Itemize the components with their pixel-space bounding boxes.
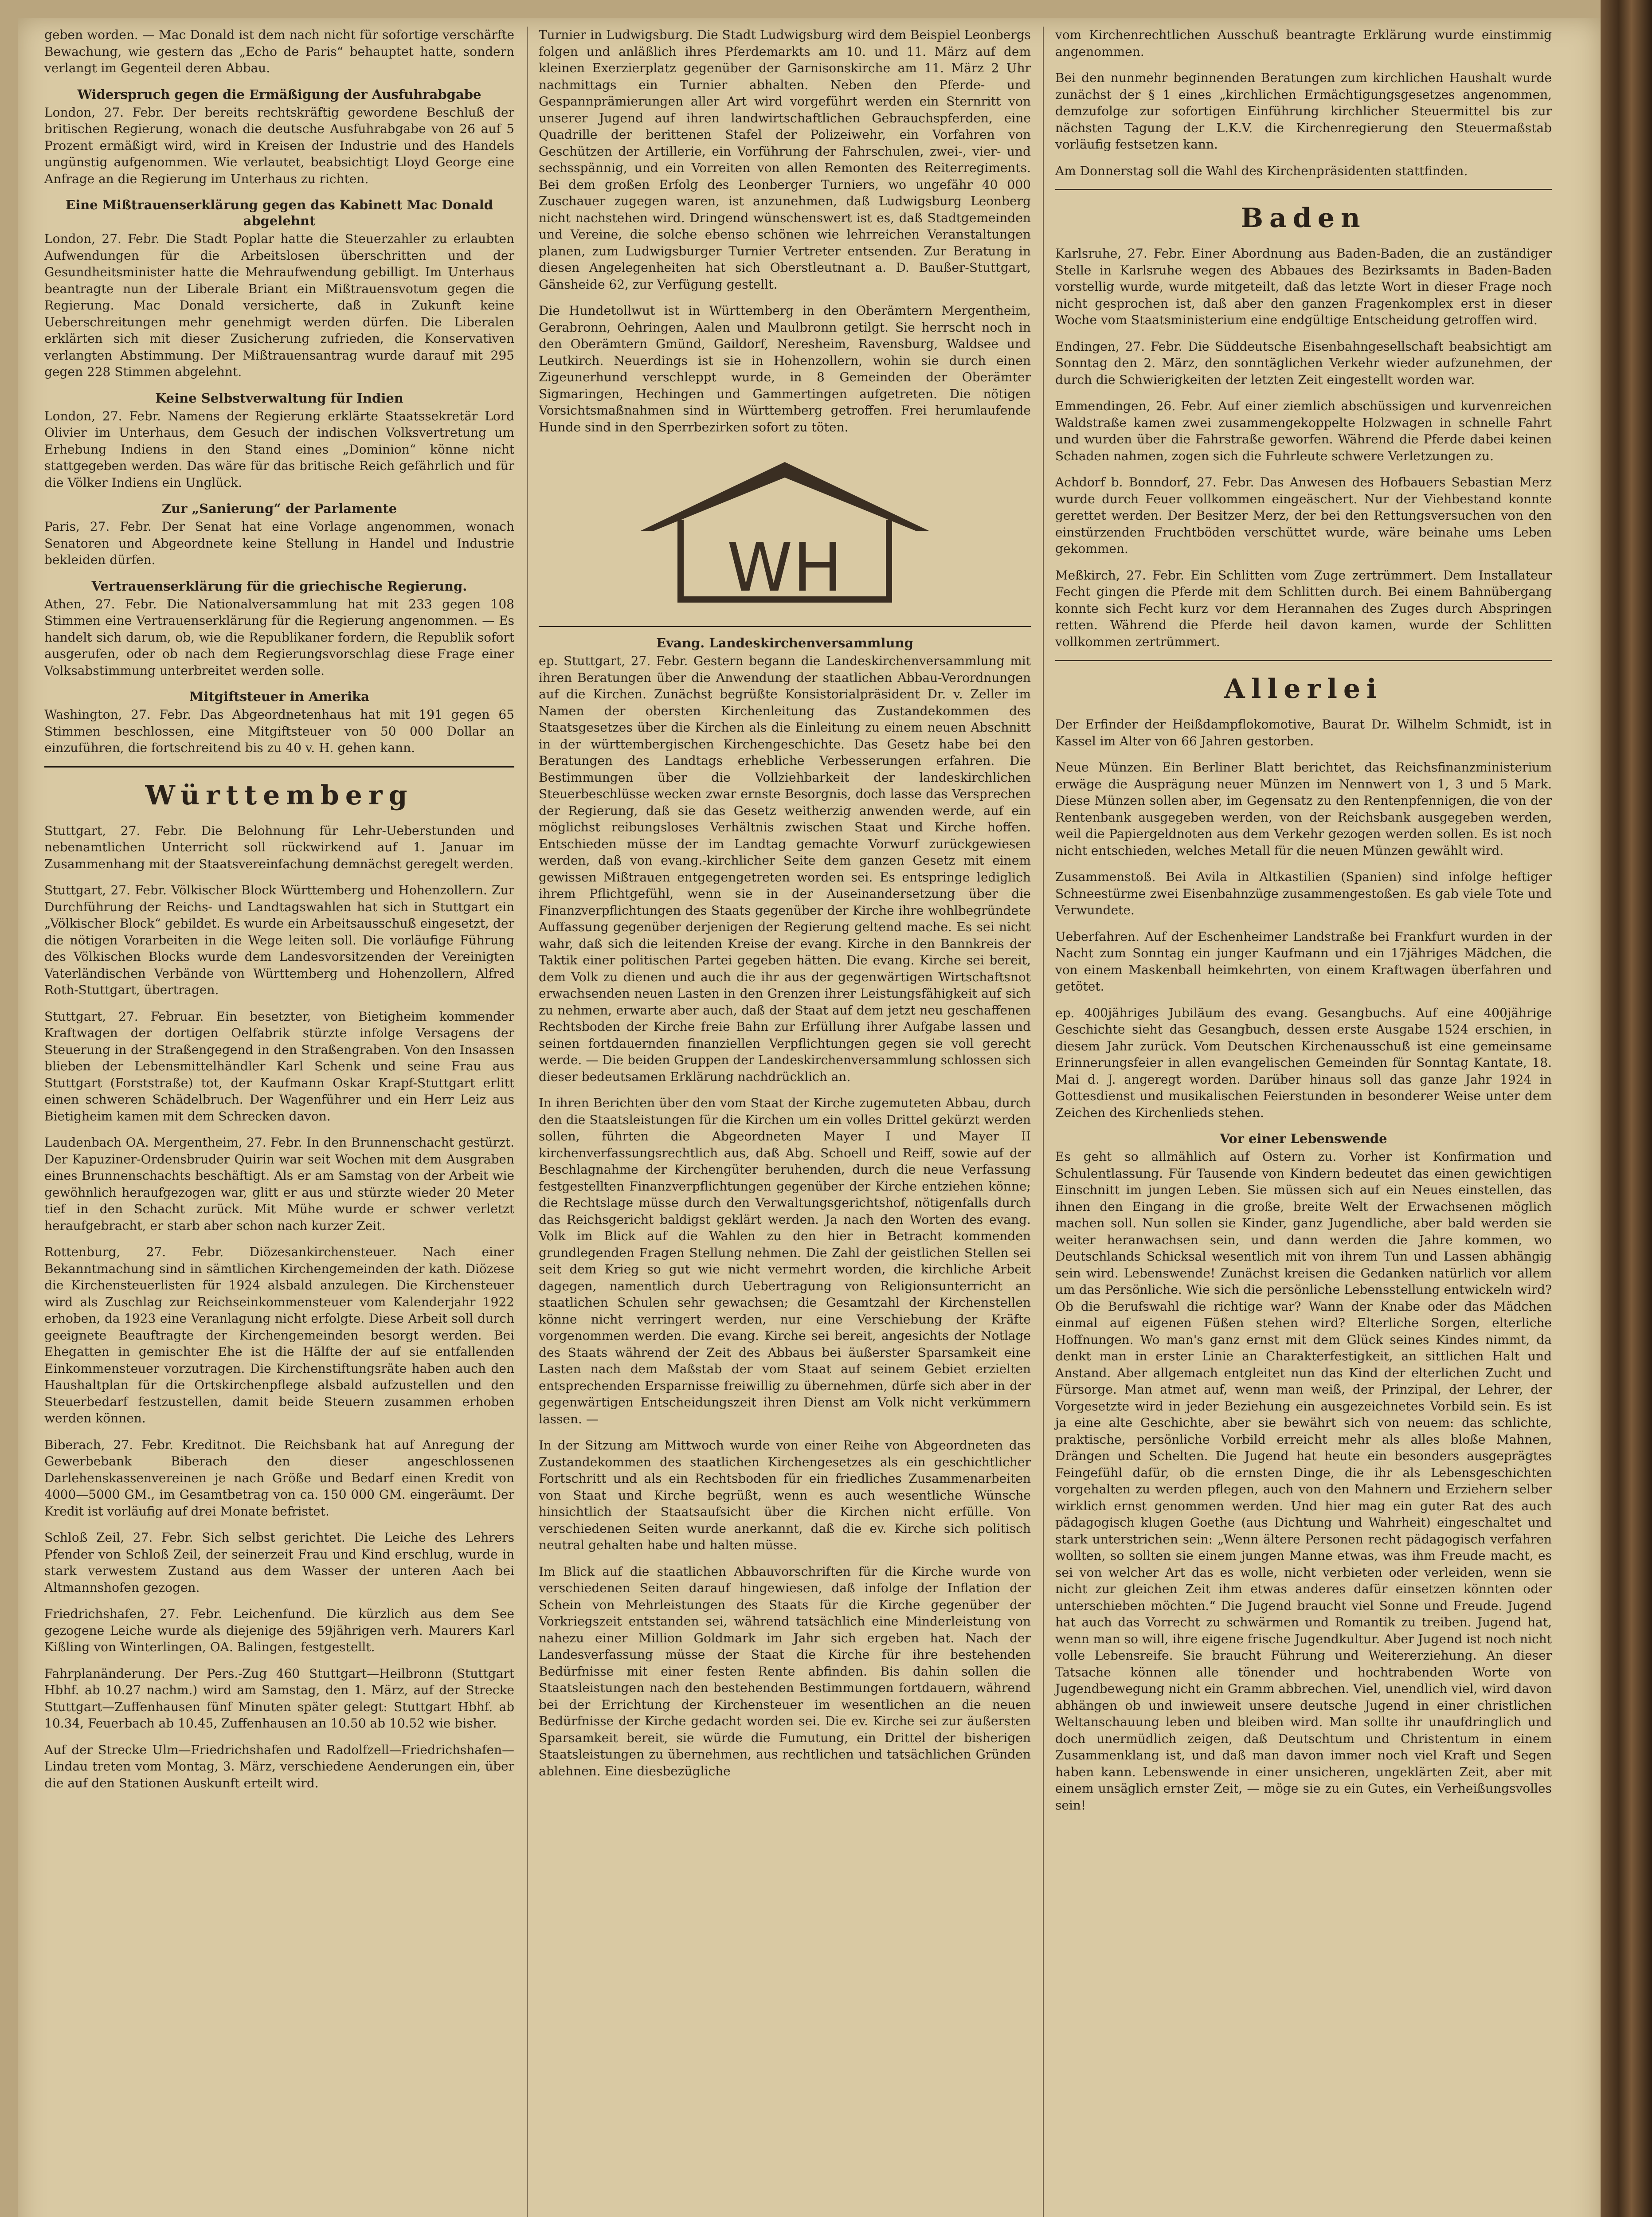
article-body: Zusammenstoß. Bei Avila in Altkastilien (Spanien) sind infolge heftiger Schneestürme zwei Eisenbahnzüge zusammengestoßen. Es gab viele Tote und Verwundete. — [1055, 870, 1552, 917]
article — [1055, 163, 1552, 180]
article — [1055, 1005, 1552, 1121]
article-body: Karlsruhe, 27. Febr. Einer Abordnung aus Baden-Baden, die an zuständiger Stelle in Karlsruhe wegen des Abbaues des Bezirksamts in Baden-Baden vorstellig wurde, wurde mitgeteilt, daß das letzte Wort in dieser Frage noch nicht gesprochen ist, daß aber den ganzen Fragenkomplex erst in dieser Woche vom Staatsministerium eine endgültige Entscheidung getroffen wird. — [1055, 246, 1552, 327]
article-heading: Vertrauenserklärung für die griechische Regierung. — [91, 578, 467, 594]
article — [539, 1095, 1031, 1427]
article-body: London, 27. Febr. Der bereits rechtskräftig gewordene Beschluß der britischen Regierung, wonach die deutsche Ausfuhrabgabe von 26 auf 5 Prozent ermäßigt wird, wird in Kreisen der Industrie und des Handels ungünstig aufgenommen. Wie verlautet, beabsichtigt Lloyd George eine Anfrage an die Regierung im Unterhaus zu richten. — [44, 105, 514, 186]
section-title: Allerlei — [1224, 674, 1383, 705]
article-heading: Keine Selbstverwaltung für Indien — [155, 390, 403, 406]
article-body: Im Blick auf die staatlichen Abbauvorschriften für die Kirche wurde von verschiedenen Seiten darauf hingewiesen, daß infolge der Inflation der Schein von Mehrleistungen des Staats für die Kirche gegenüber der Vorkriegszeit entstanden sei, während tatsächlich eine Minderleistung von nahezu einer Million Goldmark im Jahr sich ergeben hat. Nach der Landesverfassung müsse der Staat die Kirche für ihre bestehenden Bedürfnisse mit einer festen Rente abfinden. Bis dahin sollen die Staatsleistungen nach den bestehenden Bestimmungen fortdauern, während bei der Errichtung der Kirchensteuer im wesentlichen an die neuen Bedürfnisse der Kirche gedacht worden sei. Die ev. Kirche sei zur äußersten Sparsamkeit bereit, sie würde die Fumutung, ein Drittel der bisherigen Staatsleistungen zu übernehmen, aus rechtlichen und tatsächlichen Gründen ablehnen. Eine diesbezügliche — [539, 1564, 1031, 1778]
article — [44, 1134, 514, 1234]
section-rule — [1055, 660, 1552, 661]
article — [539, 302, 1031, 435]
article-body: Auf der Strecke Ulm—Friedrichshafen und Radolfzell—Friedrichshafen—Lindau treten vom Montag, 3. März, verschiedene Aenderungen ein, über die auf den Stationen Auskunft erteilt wird. — [44, 1742, 514, 1790]
article-body: In der Sitzung am Mittwoch wurde von einer Reihe von Abgeordneten das Zustandekommen des staatlichen Kirchengesetzes als ein geschichtlicher Fortschritt und als ein Rechtsboden für ein friedliches Zusammenarbeiten von Staat und Kirche begrüßt, wenn es auch wesentliche Wünsche hinsichtlich der Staatsaufsicht über die Kirchen nicht erfülle. Von verschiedenen Seiten wurde anerkannt, daß die ev. Kirche sich politisch neutral gehalten habe und halten müsse. — [539, 1438, 1031, 1552]
article — [1055, 27, 1552, 60]
article-body: Biberach, 27. Febr. Kreditnot. Die Reichsbank hat auf Anregung der Gewerbebank Biberach den dieser angeschlossenen Darlehenskassenvereinen je nach Größe und Bedarf einen Kredit von 4000—5000 GM., im Gesamtbetrag von ca. 150 000 GM. eingeräumt. Der Kredit ist vorläufig auf drei Monate befristet. — [44, 1437, 514, 1519]
article — [1055, 716, 1552, 749]
article-heading: Zur „Sanierung“ der Parlamente — [161, 501, 397, 516]
article — [1055, 567, 1552, 650]
house-roof-icon — [641, 462, 929, 531]
article-body: Die Hundetollwut ist in Württemberg in den Oberämtern Mergentheim, Gerabronn, Oehringen, Aalen und Maulbronn getilgt. Sie herrscht noch in den Oberämtern Gmünd, Gaildorf, Neresheim, Ravensburg, Waldsee und Leutkirch. Neuerdings ist sie in Hohenzollern, wohin sie durch einen Zigeunerhund verschleppt wurde, in 8 Gemeinden der Oberämter Sigmaringen, Hechingen und Gammertingen aufgetreten. Die nötigen Vorsichtsmaßnahmen sind in Württemberg getroffen. Frei herumlaufende Hunde sind in den Sperrbezirken sofort zu töten. — [539, 303, 1031, 435]
article-body: vom Kirchenrechtlichen Ausschuß beantragte Erklärung wurde einstimmig angenommen. — [1055, 27, 1552, 59]
book-binding — [1601, 0, 1652, 2217]
column-middle — [539, 27, 1031, 1789]
article-body: Emmendingen, 26. Febr. Auf einer ziemlich abschüssigen und kurvenreichen Waldstraße kamen zwei zusammengekoppelte Holzwagen in schnelle Fahrt und wurden über die Fahrstraße geworfen. Während die Pferde dabei keinen Schaden nahmen, zogen sich die Fuhrleute schwere Verletzungen zu. — [1055, 399, 1552, 463]
article-body: Schloß Zeil, 27. Febr. Sich selbst gerichtet. Die Leiche des Lehrers Pfender von Schloß Zeil, der seinerzeit Frau und Kind erschlug, wurde in stark verwestem Zustand aus dem Wasser der unteren Aach bei Altmannshofen gezogen. — [44, 1530, 514, 1595]
article-body: Meßkirch, 27. Febr. Ein Schlitten vom Zuge zertrümmert. Dem Installateur Fecht gingen die Pferde mit dem Schlitten durch. Bei einem Bahnübergang konnte sich Fecht kurz vor dem Herannahen des Zuges durch Abspringen retten. Während die Pferde heil davon kamen, wurde der Schlitten vollkommen zertrümmert. — [1055, 568, 1552, 649]
article-body: Endingen, 27. Febr. Die Süddeutsche Eisenbahngesellschaft beabsichtigt am Sonntag den 2. März, den sonntäglichen Verkehr wieder aufzunehmen, der durch die Schwierigkeiten der letzten Zeit eingestellt worden war. — [1055, 339, 1552, 387]
article — [44, 882, 514, 999]
article-body: Friedrichshafen, 27. Febr. Leichenfund. Die kürzlich aus dem See gezogene Leiche wurde als diejenige des 59jährigen verh. Maurers Karl Kißling von Winterlingen, OA. Balingen, festgestellt. — [44, 1606, 514, 1654]
article — [1055, 70, 1552, 153]
article — [44, 1008, 514, 1125]
article — [44, 1742, 514, 1792]
article-body: Turnier in Ludwigsburg. Die Stadt Ludwigsburg wird dem Beispiel Leonbergs folgen und anläßlich ihres Pferdemarkts am 10. und 11. März auf dem kleinen Exerzierplatz gegenüber der Garnisonskirche am 11. März 2 Uhr nachmittags ein Turnier abhalten. Neben den Pferde- und Gespannprämierungen aller Art wird vorgeführt werden ein Sternritt von unserer Jugend auf ihren landwirtschaftlichen Gebrauchspferden, eine Quadrille der berittenen Stafel der Polizeiwehr, ein Vorfahren von Geschützen der Artillerie, ein Vorführung der Fahrschulen, zwei-, vier- und sechsspännig, und ein Vorreiten von allen Remonten des Reiterregiments. Bei dem großen Erfolg des Leonberger Turniers, wo ungefähr 40 000 Zuschauer zugegen waren, ist anzunehmen, daß Ludwigsburg Leonberg nicht nachstehen wird. Dringend wünschenswert ist es, daß Stadtgemeinden und Vereine, die solche ebenso schönen wie lehrreichen Veranstaltungen planen, zum Ludwigsburger Turnier Vertreter entsenden. Zur Beratung in diesen Angelegenheiten hat sich Oberstleutnant a. D. Baußer-Stuttgart, Gänsheide 62, zur Verfügung gestellt. — [539, 27, 1031, 292]
article-body: In ihren Berichten über den vom Staat der Kirche zugemuteten Abbau, durch den die Staatsleistungen für die Kirchen um ein volles Drittel gekürzt werden sollen, führten die Abgeordneten Mayer I und Mayer II kirchenverfassungsrechtlich aus, daß Abg. Schoell und Reiff, sowie auf der Beschlagnahme der Kirchengüter beruhenden, durch die neue Verfassung festgestellten Finanzverpflichtungen gegenüber der Kirche entziehen könne; die Rechtslage müsse durch den Verwaltungsgerichtshof, nötigenfalls durch das Reichsgericht baldigst geklärt werden. Ja nach den Worten des evang. Volk im Blick auf die Wahlen zu den hier in Betracht kommenden grundlegenden Fragen Stellung nehmen. Die Zahl der geistlichen Stellen sei seit dem Krieg so gut wie nicht vermehrt worden, die kirchliche Arbeit dagegen, namentlich durch Uebertragung von Religionsunterricht an staatlichen Schulen sehr gewachsen; die Gesamtzahl der Kirchenstellen könne nicht verringert werden, nur eine Verschiebung der Kräfte vorgenommen werden. Die evang. Kirche sei bereit, angesichts der Notlage des Staats während der Zeit des Abbaus bei äußerster Sparsamkeit eine Lasten nach dem Maßstab der vom Staat auf seinem Gebiet erzielten entsprechenden Ersparnisse freiwillig zu übernehmen, dürfe sich aber in der gegenwärtigen Entscheidungszeit ihren Dienst am Volk nicht verkümmern lassen. — — [539, 1096, 1031, 1426]
article-body: Stuttgart, 27. Februar. Ein besetzter, von Bietigheim kommender Kraftwagen der dortigen Oelfabrik stürzte infolge Versagens der Steuerung in der Straßengegend in den Straßengraben. Von den Insassen blieben der Lebensmittelhändler Karl Schenk und seine Frau aus Stuttgart (Forststraße) tot, der Kaufmann Oskar Krapf-Stuttgart erlitt einen schweren Schädelbruch. Der Wagenführer und ein Herr Leiz aus Bietigheim kamen mit dem Schrecken davon. — [44, 1009, 514, 1124]
article — [44, 578, 514, 679]
column-rule — [527, 27, 528, 2217]
article — [44, 501, 514, 568]
article-body: Athen, 27. Febr. Die Nationalversammlung hat mit 233 gegen 108 Stimmen eine Vertrauenserklärung für die Regierung angenommen. — Es handelt sich darum, ob, wie die Republikaner fordern, die Republik sofort ausgerufen, oder ob nach dem Regierungsvorschlag diese Frage einer Volksabstimmung unterbreitet werden solle. — [44, 596, 514, 678]
article — [539, 1437, 1031, 1554]
article — [539, 635, 1031, 1085]
article-body: Am Donnerstag soll die Wahl des Kirchenpräsidenten stattfinden. — [1055, 163, 1468, 178]
article-body: Stuttgart, 27. Febr. Völkischer Block Württemberg und Hohenzollern. Zur Durchführung der Reichs- und Landtagswahlen hat sich in Stuttgart ein „Völkischer Block“ gebildet. Es wurde ein Arbeitsausschuß eingesetzt, der die nötigen Vorarbeiten in die Wege leiten soll. Die vorläufige Führung des Völkischen Blocks wurde dem Landesvorsitzenden der Vereinigten Vaterländischen Verbände von Württemberg und Hohenzollern, Alfred Roth-Stuttgart, übertragen. — [44, 883, 514, 997]
article — [44, 1529, 514, 1596]
article — [1055, 759, 1552, 859]
article — [1055, 474, 1552, 557]
article-body: Laudenbach OA. Mergentheim, 27. Febr. In den Brunnenschacht gestürzt. Der Kapuziner-Ordensbruder Quirin war seit Wochen mit dem Ausgraben eines Brunnenschachts beschäftigt. Als er am Samstag von der Arbeit wie gewöhnlich heraufgezogen war, glitt er aus und stürzte wieder 20 Meter tief in den Schacht zurück. Mit Mühe wurde er schwer verletzt heraufgebracht, er starb aber schon nach kurzer Zeit. — [44, 1135, 514, 1233]
article-body: geben worden. — Mac Donald ist dem nach nicht für sofortige verschärfte Bewachung, wie gestern das „Echo de Paris“ behauptet hatte, sondern verlangt im Gegenteil deren Abbau. — [44, 27, 514, 75]
article — [1055, 338, 1552, 388]
article — [44, 197, 514, 380]
article-body: Der Erfinder der Heißdampflokomotive, Baurat Dr. Wilhelm Schmidt, ist in Kassel im Alter von 66 Jahren gestorben. — [1055, 717, 1552, 748]
article-body: Rottenburg, 27. Febr. Diözesankirchensteuer. Nach einer Bekanntmachung sind in sämtlichen Kirchengemeinden der kath. Diözese die Kirchensteuerlisten für 1924 alsbald anzulegen. Die Kirchensteuer wird als Zuschlag zur Reichseinkommensteuer vom Kalenderjahr 1922 erhoben, da 1923 eine Veranlagung nicht erfolgte. Diese Arbeit soll durch geeignete Beauftragte der Kirchengemeinden besorgt werden. Bei Ehegatten in gemischter Ehe ist die Hälfte der auf sie entfallenden Einkommensteuer vorzutragen. Die Kirchenstiftungsräte haben auch den Haushaltplan für die Ortskirchenpflege alsbald aufzustellen und den Steuerbedarf festzustellen, damit beide Steuern zusammen erhoben werden können. — [44, 1245, 514, 1426]
article — [1055, 1131, 1552, 1814]
section-rule — [44, 766, 514, 768]
section-title: Württemberg — [145, 779, 414, 811]
article-body: ep. Stuttgart, 27. Febr. Gestern begann die Landeskirchenversammlung mit ihren Beratungen über die Anwendung der staatlichen Abbau-Verordnungen auf die Kirchen. Zunächst begrüßte Konsistorialpräsident Dr. v. Zeller im Namen der obersten Kirchenleitung das Zustandekommen des Staatsgesetzes über die Kirchen als die Einleitung zu einem neuen Abschnitt in der württembergischen Kirchengeschichte. Das Gesetz habe bei den Beratungen des Landtags erhebliche Verbesserungen erfahren. Die Bestimmungen über die Vollziehbarkeit der landeskirchlichen Steuerbeschlüsse wecken zwar ernste Besorgnis, doch lasse das Versprechen der Regierung, daß sie das Gesetz weitherzig anwenden werde, auf ein möglichst reibungsloses Verhältnis zwischen Staat und Kirche hoffen. Entschieden müsse der im Landtag gemachte Vorwurf zurückgewiesen werden, daß von evang.-kirchlicher Seite dem ganzen Gesetz mit einem gewissen Mißtrauen entgegengetreten worden sei. Es entspringe lediglich ihrem Pflichtgefühl, wenn sie in der Auseinandersetzung über die Finanzverpflichtungen des Staats gegenüber der Kirche ihre wohlbegründete Auffassung gegenüber derjenigen der Regierung geltend mache. Es sei nicht wahr, daß sich die leitenden Kreise der evang. Kirche in den Bannkreis der Taktik einer politischen Partei gegeben hätten. Die evang. Kirche sei bereit, dem Volk zu dienen und auch die ihr aus der gegenwärtigen Wirtschaftsnot erwachsenden neuen Lasten in den Grenzen ihrer Leistungsfähigkeit auf sich zu nehmen, erwarte aber auch, daß der Staat auf dem jetzt neu geschaffenen Rechtsboden der Kirche freie Bahn zur Erfüllung ihrer Aufgabe lassen und seinen fortdauernden finanziellen Verpflichtungen gegen sie voll gerecht werde. — Die beiden Gruppen der Landeskirchenversammlung schlossen sich dieser bedeutsamen Erklärung nachdrücklich an. — [539, 654, 1031, 1084]
article-body: Ueberfahren. Auf der Eschenheimer Landstraße bei Frankfurt wurden in der Nacht zum Sonntag ein junger Kaufmann und ein 17jähriges Mädchen, die von einem Maskenball heimkehrten, von einem Kraftwagen überfahren und getötet. — [1055, 929, 1552, 994]
column-right — [1055, 27, 1552, 1823]
article-body: Paris, 27. Febr. Der Senat hat eine Vorlage angenommen, wonach Senatoren und Abgeordnete keine Stellung in Handel und Industrie bekleiden dürfen. — [44, 519, 514, 567]
article-body: Bei den nunmehr beginnenden Beratungen zum kirchlichen Haushalt wurde zunächst der § 1 eines „kirchlichen Ermächtigungsgesetzes angenommen, demzufolge zur sofortigen Einführung kirchlicher Steuermittel bis zur nächsten Tagung der L.K.V. die Kirchenregierung den Steuermaßstab vorläufig festsetzen kann. — [1055, 71, 1552, 152]
article-heading: Eine Mißtrauenserklärung gegen das Kabinett Mac Donald abgelehnt — [66, 197, 493, 228]
article — [1055, 869, 1552, 919]
article-body: Washington, 27. Febr. Das Abgeordnetenhaus hat mit 191 gegen 65 Stimmen beschlossen, eine Mitgiftsteuer von 50 000 Dollar an einzuführen, die fortschreitend bis zu 40 v. H. gehen kann. — [44, 707, 514, 755]
article-body: London, 27. Febr. Die Stadt Poplar hatte die Steuerzahler zu erlaubten Aufwendungen für die Arbeitslosen überschritten und der Gesundheitsminister hatte die Mehraufwendung gebilligt. Im Unterhaus beantragte nun der Liberale Briant ein Mißtrauensvotum gegen die Regierung. Mac Donald versicherte, daß in Zukunft keine Ueberschreitungen mehr genehmigt werden dürfen. Die Liberalen erklärten sich mit dieser Zusicherung zufrieden, die Konservativen verlangten Abstimmung. Der Mißtrauensantrag wurde darauf mit 295 gegen 228 Stimmen abgelehnt. — [44, 231, 514, 379]
article — [44, 823, 514, 873]
article-heading: Evang. Landeskirchenversammlung — [656, 635, 913, 650]
article — [1055, 245, 1552, 329]
article-body: ep. 400jähriges Jubiläum des evang. Gesangbuchs. Auf eine 400jährige Geschichte sieht das Gesangbuch, dessen erste Ausgabe 1524 erschien, in diesem Jahr zurück. Vom Deutschen Kirchenausschuß ist eine gemeinsame Erinnerungsfeier in allen evangelischen Gemeinden für Sonntag Kantate, 18. Mai d. J. angeregt worden. Darüber hinaus soll das ganze Jahr 1924 in Gottesdienst und musikalischen Feierstunden in besonderer Weise unter dem Zeichen des Kirchenlieds stehen. — [1055, 1005, 1552, 1120]
logo-letters: WH — [727, 529, 843, 607]
article — [44, 1437, 514, 1520]
article-body: Achdorf b. Bonndorf, 27. Febr. Das Anwesen des Hofbauers Sebastian Merz wurde durch Feuer vollkommen eingeäschert. Nur der Viehbestand konnte gerettet werden. Der Besitzer Merz, der bei den Rettungsversuchen von den einstürzenden Fruchtböden verschüttet wurde, wäre beinahe ums Leben gekommen. — [1055, 475, 1552, 556]
article — [44, 390, 514, 491]
article-body: Fahrplanänderung. Der Pers.-Zug 460 Stuttgart—Heilbronn (Stuttgart Hbhf. ab 10.27 nachm.) wird am Samstag, den 1. März, auf der Strecke Stuttgart—Zuffenhausen fünf Minuten später gelegt: Stuttgart Hbhf. ab 10.34, Feuerbach ab 10.45, Zuffenhausen an 10.50 ab 10.52 wie bisher. — [44, 1666, 514, 1731]
article — [539, 1563, 1031, 1780]
section-rule — [1055, 189, 1552, 190]
article-heading: Widerspruch gegen die Ermäßigung der Ausfuhrabgabe — [77, 86, 482, 102]
article-body: London, 27. Febr. Namens der Regierung erklärte Staatssekretär Lord Olivier im Unterhaus, dem Gesuch der indischen Volksvertretung um Erhebung Indiens in den Stand eines „Dominion“ könne nicht stattgegeben werden. Das wäre für das britische Reich gefährlich und für die Völker Indiens ein Unglück. — [44, 408, 514, 490]
wh-logo — [632, 453, 938, 613]
article — [1055, 398, 1552, 464]
article — [539, 27, 1031, 293]
section-title: Baden — [1241, 203, 1366, 234]
article — [44, 689, 514, 756]
article-body: Neue Münzen. Ein Berliner Blatt berichtet, das Reichsfinanzministerium erwäge die Ausprägung neuer Münzen im Nennwert von 1, 3 und 5 Mark. Diese Münzen sollen aber, im Gegensatz zu den Rentenpfennigen, die von der Rentenbank ausgegeben werden, von der Reichsbank ausgegeben werden, weil die Papiergeldnoten aus dem Verkehr gezogen werden sollen. Es ist noch nicht entschieden, welches Metall für die neuen Münzen gewählt wird. — [1055, 760, 1552, 858]
article — [44, 1606, 514, 1656]
article-body: Stuttgart, 27. Febr. Die Belohnung für Lehr-Ueberstunden und nebenamtlichen Unterricht soll rückwirkend auf 1. Januar im Zusammenhang mit der Staatsvereinfachung demnächst geregelt werden. — [44, 823, 514, 871]
column-rule — [1043, 27, 1044, 2217]
article — [44, 1665, 514, 1732]
article — [1055, 928, 1552, 995]
article-heading: Vor einer Lebenswende — [1220, 1131, 1387, 1146]
article-heading: Mitgiftsteuer in Amerika — [189, 689, 369, 704]
article — [44, 1244, 514, 1427]
article — [44, 27, 514, 77]
column-left — [44, 27, 514, 1801]
article — [44, 86, 514, 188]
article-body: Es geht so allmählich auf Ostern zu. Vorher ist Konfirmation und Schulentlassung. Für Tausende von Kindern bedeutet das einen gewichtigen Einschnitt im jungen Leben. Sie müssen sich auf ein Neues einstellen, das ihnen den Eingang in die große, breite Welt der Erwachsenen möglich machen soll. Nun sollen sie Kinder, ganz Jugendliche, aber bald werden sie weiter heranwachsen sein, und dann werden die Jahre kommen, wo Deutschlands Schicksal wesentlich mit von ihrem Tun und Lassen abhängig sein wird. Lebenswende! Zunächst kreisen die Gedanken natürlich vor allem um das Persönliche. Wie sich die persönliche Lebensstellung entwickeln wird? Ob die Berufswahl die richtige war? Wann der Knabe oder das Mädchen einmal auf eigenen Füßen stehen wird? Elterliche Sorgen, elterliche Hoffnungen. Wo man's ganz ernst mit dem Glück seines Kindes nimmt, da denkt man in erster Linie an Charakterfestigkeit, an sittlichen Halt und Anstand. Aber allgemach entgleitet nun das Kind der elterlichen Zucht und Fürsorge. Man atmet auf, wenn man weiß, der Prinzipal, der Lehrer, der Vorgesetzte wird in jeder Beziehung ein ausgezeichnetes Vorbild sein. Es ist ja eine alte Geschichte, aber sie bewährt sich von neuem: das schlichte, praktische, persönliche Vorbild erreicht mehr als alles bloße Mahnen, Drängen und Schelten. Die Jugend hat heute ein besonders ausgeprägtes Feingefühl dafür, ob die ernsten Dinge, die ihr als Lebensgeschichten vorgehalten zu werden pflegen, auch von den Mahnern und Erziehern selber wirklich ernst genommen werden. Und hier mag ein guter Rat des auch pädagogisch klugen Goethe (aus Dichtung und Wahrheit) eingeschaltet und stark unterstrichen sein: „Wenn ältere Personen recht pädagogisch verfahren wollten, so sollten sie einem jungen Manne etwas, was ihm Freude macht, es sei von welcher Art das es wolle, nicht verbieten oder verleiden, wenn sie nicht zur gleichen Zeit ihm etwas anderes dafür einsetzen könnten oder unterschieben möchten.“ Die Jugend braucht viel Sonne und Freude. Jugend hat auch das Vorrecht zu schwärmen und Romantik zu treiben. Jugend hat, wenn man so will, ihre eigene frische Jugendkultur. Aber Jugend ist noch nicht volle Lebensreife. Sie braucht Führung und Weitererziehung. An dieser Tatsache können alle tönender und hochtrabenden Worte von Jugendbewegung nicht ein Gramm abbrechen. Viel, unendlich viel, wird davon abhängen ob und inwieweit unsere deutsche Jugend in einer christlichen Weltanschauung leben und bleiben wird. Man sollte ihr unaufdringlich und doch unermüdlich zeigen, daß Deutschtum und Christentum in einem Zusammenklang ist, und daß man davon immer noch viel Kraft und Segen haben kann. Lebenswende in einer unsicheren, ungeklärten Zeit, aber mit einem unsäglich ernster Zeit, — möge sie zu ein Gutes, ein Verheißungsvolles sein! — [1055, 1149, 1552, 1813]
